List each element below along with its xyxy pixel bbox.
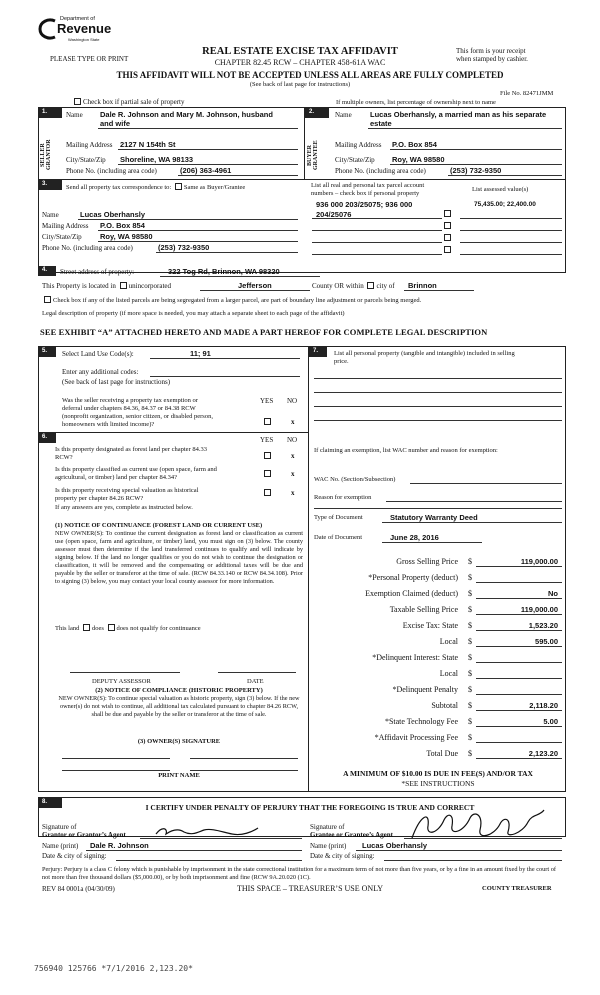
grantor-sig-label-1: Signature of [42, 823, 77, 831]
seller-name-1[interactable]: Dale R. Johnson and Mary M. Johnson, husband [100, 110, 273, 119]
partial-sale[interactable] [72, 98, 184, 106]
excise-local-label: Local [439, 637, 458, 646]
exempt-q-4: homeowners with limited income)? [62, 421, 155, 428]
gross-label: Gross Selling Price [396, 557, 458, 566]
located-label: This Property is located in [42, 282, 116, 290]
total-due-label: Total Due [426, 749, 458, 758]
buyer-mail-label: Mailing Address [335, 141, 382, 149]
unincorporated-label: unincorporated [128, 282, 172, 290]
current-use-q-a: Is this property classified as current use (open space, farm and [55, 466, 217, 473]
section-3-number: 3. [38, 180, 62, 190]
taxable-label: Taxable Selling Price [389, 605, 458, 614]
segregated-row [42, 296, 421, 304]
parcel-1-checkbox[interactable] [444, 210, 451, 217]
exempt-q-3: (nonprofit organization, senior citizen, or disabled person, [62, 413, 213, 420]
section-4-number: 4. [38, 266, 56, 276]
corr-phone[interactable]: (253) 732-9350 [158, 243, 210, 252]
section-6-number: 6. [38, 433, 56, 443]
doc-type-label: Type of Document [314, 514, 363, 521]
personal-property-label-1: List all personal property (tangible and intangible) included in selling [334, 350, 515, 357]
land-use-codes[interactable]: 11; 91 [190, 349, 211, 358]
corr-city[interactable]: Roy, WA 98580 [100, 232, 153, 241]
city-of-checkbox[interactable] [367, 282, 374, 289]
corr-mail[interactable]: P.O. Box 854 [100, 221, 145, 230]
grantee-name-print[interactable]: Lucas Oberhansly [362, 841, 428, 850]
receipt-note-2: when stamped by cashier. [456, 55, 528, 63]
land-use-label: Select Land Use Code(s): [62, 350, 134, 358]
land-use-see-back: (See back of last page for instructions) [62, 378, 171, 386]
dor-logo [38, 14, 110, 48]
please-type: PLEASE TYPE OR PRINT [50, 55, 129, 63]
section-8-number: 8. [38, 798, 62, 808]
county-within: County OR within city of [312, 282, 395, 290]
section-1-number: 1. [38, 108, 62, 118]
grantee-sig-label-2: Grantee or Grantee’s Agent [310, 831, 394, 839]
seller-city[interactable]: Shoreline, WA 98133 [120, 155, 194, 164]
yes-header-5: YES [260, 397, 274, 405]
personal-label: *Personal Property (deduct) [368, 573, 458, 582]
current-use-yes-checkbox[interactable] [264, 470, 271, 477]
segregated-label: Check box if any of the listed parcels are being segregated from a larger parcel, are part of boundary line adjustment or parcels being merged. [53, 297, 422, 304]
historic-yes-checkbox[interactable] [264, 489, 271, 496]
buyer-city[interactable]: Roy, WA 98580 [392, 155, 445, 164]
deputy-assessor-label: DEPUTY ASSESSOR [92, 678, 151, 685]
continuance-row: This land does does not qualify for continuance [55, 625, 201, 632]
notice-compliance-title: (2) NOTICE OF COMPLIANCE (HISTORIC PROPERTY) [95, 687, 263, 694]
see-back-header: (See back of last page for instructions) [249, 81, 351, 88]
seller-mail[interactable]: 2127 N 154th St [120, 140, 176, 149]
corr-mail-label: Mailing Address [42, 222, 89, 230]
segregated-checkbox[interactable] [44, 296, 51, 303]
exempt-q-1: Was the seller receiving a property tax exemption or [62, 397, 198, 404]
delinquent-local-label: Local [439, 669, 458, 678]
receipt-note-1: This form is your receipt [456, 47, 526, 55]
parcel-list-label-2: numbers – check box if personal property [311, 190, 420, 197]
parcel-list-label-1: List all real and personal tax parcel account [311, 182, 425, 189]
forest-q-b: RCW? [55, 454, 73, 461]
reason-label: Reason for exemption [314, 494, 372, 501]
exemption-value[interactable]: No [548, 589, 558, 598]
doc-date[interactable]: June 28, 2016 [390, 533, 439, 542]
exemption-claim-label: If claiming an exemption, list WAC number and reason for exemption: [314, 447, 498, 454]
excise-state-label: Excise Tax: State [402, 621, 458, 630]
parcel-3-checkbox[interactable] [444, 234, 451, 241]
unincorporated-checkbox[interactable] [120, 282, 127, 289]
forest-no-mark[interactable]: x [291, 452, 295, 460]
minimum-fee-note: A MINIMUM OF $10.00 IS DUE IN FEE(S) AND/OR TAX [343, 769, 533, 778]
doc-type[interactable]: Statutory Warranty Deed [390, 513, 478, 522]
property-city[interactable]: Brinnon [408, 281, 437, 290]
seller-name-label: Name [66, 111, 83, 119]
legal-description-label: Legal description of property (if more space is needed, you may attach a separate sheet to each page of the affidavit) [42, 310, 345, 317]
seller-phone-label: Phone No. (including area code) [66, 167, 157, 175]
same-as-buyer-label: Same as Buyer/Grantee [183, 184, 246, 191]
see-instructions: *SEE INSTRUCTIONS [401, 779, 475, 788]
logo-dept: Department of [60, 16, 95, 22]
street-address[interactable]: 322 Tog Rd, Brinnon, WA 98320 [168, 267, 280, 276]
buyer-phone[interactable]: (253) 732-9350 [450, 166, 502, 175]
assessed-values[interactable]: 75,435.00; 22,400.00 [474, 201, 536, 208]
form-chapter: CHAPTER 82.45 RCW – CHAPTER 458-61A WAC [214, 58, 386, 67]
delinquent-state-label: *Delinquent Interest: State [372, 653, 458, 662]
same-as-buyer-checkbox[interactable] [175, 183, 182, 190]
deputy-date-label: DATE [247, 678, 264, 685]
section-2-number: 2. [305, 108, 329, 118]
does-checkbox[interactable] [83, 624, 90, 631]
dor-logo-icon [38, 18, 58, 40]
corr-name-label: Name [42, 211, 59, 219]
grantee-date-city-label: Date & city of signing: [310, 852, 375, 860]
forest-q-a: Is this property designated as forest land per chapter 84.33 [55, 446, 207, 453]
street-label: Street address of property: [60, 268, 135, 276]
corr-phone-label: Phone No. (including area code) [42, 244, 133, 252]
current-use-q-b: agricultural, or timber) land per chapter 84.34? [55, 474, 178, 481]
notice-continuance-body: NEW OWNER(S): To continue the current designation as forest land or classification as current use (open space, farm and agriculture, or timber) land, you must sign on (3) below. The county assessor must then determine if the land transferred continues to qualify and will indicate by signing below. If the land no longer qualifies or you do not wish to continue the designation or classification, it will be removed and the compensating or additional taxes will be due and payable by the seller or transferor at the time of sale. (RCW 84.33.140 or RCW 84.34.108). Prior to signing (3) below, you may contact your local county assessor for more information. [55, 530, 303, 585]
no-header-6: NO [287, 436, 298, 444]
buyer-side-label: BUYER GRANTEE [307, 140, 319, 170]
exempt-q-2: deferral under chapters 84.36, 84.37 or 84.38 RCW [62, 405, 196, 412]
delinquent-penalty-label: *Delinquent Penalty [392, 685, 458, 694]
grantee-sig-label-1: Signature of [310, 823, 345, 831]
current-use-no-mark[interactable]: x [291, 470, 295, 478]
taxable-value[interactable]: 119,000.00 [520, 605, 558, 614]
owner-signature-label: (3) OWNER(S) SIGNATURE [137, 738, 221, 745]
buyer-name-label: Name [335, 111, 352, 119]
cashier-stamp: 756940 125766 *7/1/2016 2,123.20* [34, 964, 193, 973]
grantor-date-city-label: Date & city of signing: [42, 852, 107, 860]
county-treasurer-label: COUNTY TREASURER [482, 885, 552, 892]
excise-local-value[interactable]: 595.00 [535, 637, 558, 646]
historic-q-a: Is this property receiving special valuation as historical [55, 487, 199, 494]
file-number: File No. 82471JMM [500, 90, 554, 97]
seller-mail-label: Mailing Address [66, 141, 113, 149]
form-title: REAL ESTATE EXCISE TAX AFFIDAVIT [202, 46, 398, 57]
partial-sale-label: Check box if partial sale of property [83, 98, 185, 106]
buyer-name-1[interactable]: Lucas Oberhansly, a married man as his separate [370, 110, 547, 119]
partial-sale-checkbox[interactable] [74, 98, 81, 105]
exempt-no-mark[interactable]: x [291, 418, 295, 426]
logo-name: Revenue [57, 21, 112, 36]
correspondence-label: Send all property tax correspondence to: Same as Buyer/Grantee [66, 184, 246, 191]
corr-city-label: City/State/Zip [42, 233, 82, 241]
seller-name-2[interactable]: and wife [100, 119, 131, 128]
excise-state-value[interactable]: 1,523.20 [528, 621, 558, 630]
doc-date-label: Date of Document [314, 534, 363, 541]
parcels-2[interactable]: 204/25076 [316, 210, 352, 219]
exemption-label: Exemption Claimed (deduct) [365, 589, 458, 598]
multiple-owners-note: If multiple owners, list percentage of ownership next to name [336, 99, 496, 106]
rev-number: REV 84 0001a (04/30/09) [42, 885, 115, 893]
additional-codes-label: Enter any additional codes: [62, 368, 139, 376]
tech-fee-label: *State Technology Fee [384, 717, 458, 726]
certify-statement: I CERTIFY UNDER PENALTY OF PERJURY THAT THE FOREGOING IS TRUE AND CORRECT [145, 803, 475, 812]
parcel-2-checkbox[interactable] [444, 222, 451, 229]
wac-label: WAC No. (Section/Subsection) [314, 476, 396, 483]
treasurer-use-label: THIS SPACE – TREASURER’S USE ONLY [236, 884, 384, 893]
corr-name[interactable]: Lucas Oberhansly [80, 210, 146, 219]
parcels-1[interactable]: 936 000 203/25075; 936 000 [316, 200, 413, 209]
personal-property-label-2: price. [334, 358, 349, 365]
grantor-name-print[interactable]: Dale R. Johnson [90, 841, 149, 850]
yes-instruction: If any answers are yes, complete as instructed below. [55, 504, 193, 511]
print-name-label: PRINT NAME [158, 772, 200, 779]
does-not-checkbox[interactable] [108, 624, 115, 631]
grantee-name-print-label: Name (print) [310, 842, 347, 850]
forest-yes-checkbox[interactable] [264, 452, 271, 459]
total-due-value[interactable]: 2,123.20 [528, 749, 558, 758]
exhibit-note: SEE EXHIBIT “A” ATTACHED HERETO AND MADE A PART HEREOF FOR COMPLETE LEGAL DESCRIPTION [40, 327, 488, 337]
grantor-name-print-label: Name (print) [42, 842, 79, 850]
county-name[interactable]: Jefferson [238, 281, 272, 290]
parcel-4-checkbox[interactable] [444, 246, 451, 253]
section-7-number: 7. [309, 347, 327, 357]
historic-q-b: property per chapter 84.26 RCW? [55, 495, 144, 502]
seller-city-label: City/State/Zip [66, 156, 106, 164]
subtotal-value[interactable]: 2,118.20 [529, 701, 558, 710]
tech-fee-value[interactable]: 5.00 [543, 717, 558, 726]
exempt-yes-checkbox[interactable] [264, 418, 271, 425]
no-header-5: NO [287, 397, 298, 405]
buyer-mail[interactable]: P.O. Box 854 [392, 140, 437, 149]
subtotal-label: Subtotal [431, 701, 458, 710]
buyer-city-label: City/State/Zip [335, 156, 375, 164]
assessed-label: List assessed value(s) [472, 186, 529, 193]
notice-continuance-title: (1) NOTICE OF CONTINUANCE (FOREST LAND OR CURRENT USE) [55, 522, 263, 529]
yes-header-6: YES [260, 436, 274, 444]
affidavit-fee-label: *Affidavit Processing Fee [374, 733, 458, 742]
section-5-number: 5. [38, 347, 56, 357]
perjury-statement: Perjury: Perjury is a class C felony which is punishable by imprisonment in the state correctional institution for a maximum term of not more than five years, or by a fine in an amount fixed by the court of not more than five thousand dollars ($5,000.00), or by both imprisonment and fine (RCW 9A.20.020 (1C). [42, 866, 556, 881]
buyer-phone-label: Phone No. (including area code) [335, 167, 426, 175]
grantor-sig-label-2: Grantor or Grantor’s Agent [42, 831, 126, 839]
notice-compliance-body: NEW OWNER(S): To continue special valuation as historic property, sign (3) below. If the new owner(s) do not wish to continue, all additional tax calculated pursuant to chapter 84.26 RCW, shall be due and payable by the seller or transferor at the time of sale. [58, 695, 300, 718]
buyer-name-2[interactable]: estate [370, 119, 392, 128]
gross-value[interactable]: 119,000.00 [520, 557, 558, 566]
logo-state: Washington State [68, 37, 100, 42]
grantee-signature [408, 806, 548, 846]
property-location [42, 282, 171, 290]
seller-phone[interactable]: (206) 363-4961 [180, 166, 232, 175]
form-warning: THIS AFFIDAVIT WILL NOT BE ACCEPTED UNLESS ALL AREAS ARE FULLY COMPLETED [116, 70, 504, 80]
historic-no-mark[interactable]: x [291, 489, 295, 497]
seller-side-label: SELLER GRANTOR [40, 139, 52, 171]
